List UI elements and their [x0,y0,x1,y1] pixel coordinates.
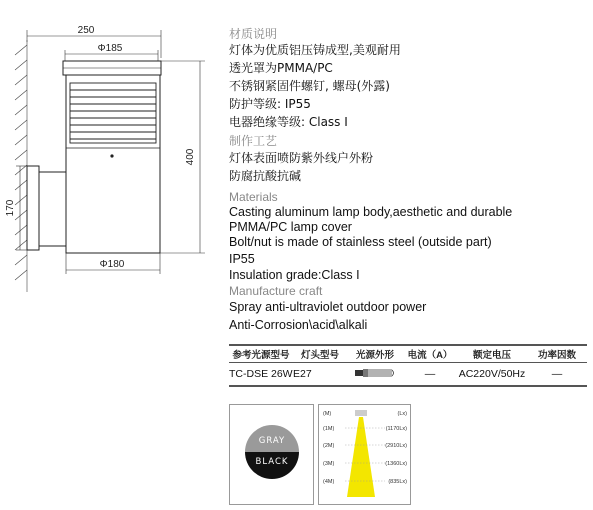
distance-header: (M) [323,411,332,417]
distance-label: (1M) [323,426,335,432]
en-material-line: IP55 [229,252,255,266]
table-header-cell: 电流（A） [403,345,457,363]
model-cell: TC-DSE 26W [229,363,293,387]
table-header-cell: 额定电压 [457,345,527,363]
en-material-line: Casting aluminum lamp body,aesthetic and durable [229,205,513,219]
distance-label: (3M) [323,461,335,467]
cn-material-line: 防护等级: IP55 [229,97,311,111]
en-craft-line: Spray anti-ultraviolet outdoor power [229,300,427,314]
color-option-black: BLACK [245,452,299,479]
en-material-line: Bolt/nut is made of stainless steel (outside part) [229,235,492,249]
cn-material-line: 电器绝缘等级: Class Ⅰ [229,115,348,129]
color-swatch-disc [245,425,299,479]
power-factor-cell: — [527,363,587,387]
table-header-cell: 光源外形 [347,345,403,363]
bottom-diameter-label: Φ180 [99,259,125,270]
lux-label: (1170Lx) [385,426,407,432]
cn-material-line: 不锈钢紧固件螺钉, 螺母(外露) [229,79,390,93]
cn-craft-title: 制作工艺 [229,134,278,148]
distance-label: (4M) [323,479,335,485]
width-label: 250 [77,25,95,36]
en-craft-line: Anti-Corrosion\acid\alkali [229,318,368,332]
table-header-row [229,345,587,363]
lux-label: (835Lx) [388,479,407,485]
distance-label: (2M) [323,443,335,449]
voltage-cell: AC220V/50Hz [457,363,527,387]
lamp-head-mark [355,410,367,416]
en-material-title: Materials [229,190,278,204]
lux-header: (Lx) [397,411,407,417]
cn-material-line: 灯体为优质铝压铸成型,美观耐用 [229,43,401,57]
color-option-gray: GRAY [245,425,299,452]
lamp-screw [110,154,113,157]
cn-material-title: 材质说明 [229,27,278,41]
table-row [229,363,587,387]
lux-label: (2910Lx) [385,443,407,449]
color-options-box [229,404,314,505]
top-diameter-label: Φ185 [97,43,123,54]
en-material-line: Insulation grade:Class I [229,268,360,282]
illuminance-chart-box [318,404,411,505]
light-beam [347,417,375,497]
lamp-shape-cell [347,363,403,387]
table-header-cell: 灯头型号 [293,345,347,363]
cn-craft-line: 灯体表面喷防紫外线户外粉 [229,151,374,165]
height-label: 400 [185,148,196,166]
en-material-line: PMMA/PC lamp cover [229,220,352,234]
illuminance-beam-graphic [319,405,410,504]
lamp-technical-drawing [0,0,225,300]
en-craft-title: Manufacture craft [229,284,323,298]
base-cell: E27 [293,363,347,387]
light-source-spec-table [229,344,587,387]
cn-material-line: 透光罩为PMMA/PC [229,61,333,75]
lamp-body [66,75,160,253]
table-header-cell: 功率因数 [527,345,587,363]
base-height-label: 170 [5,199,16,217]
lux-label: (1360Lx) [385,461,407,467]
cn-craft-line: 防腐抗酸抗碱 [229,169,302,183]
table-header-cell: 参考光源型号 [229,345,293,363]
current-cell: — [403,363,457,387]
cfl-bulb-icon [354,367,396,379]
wall-mount-base [27,166,66,250]
